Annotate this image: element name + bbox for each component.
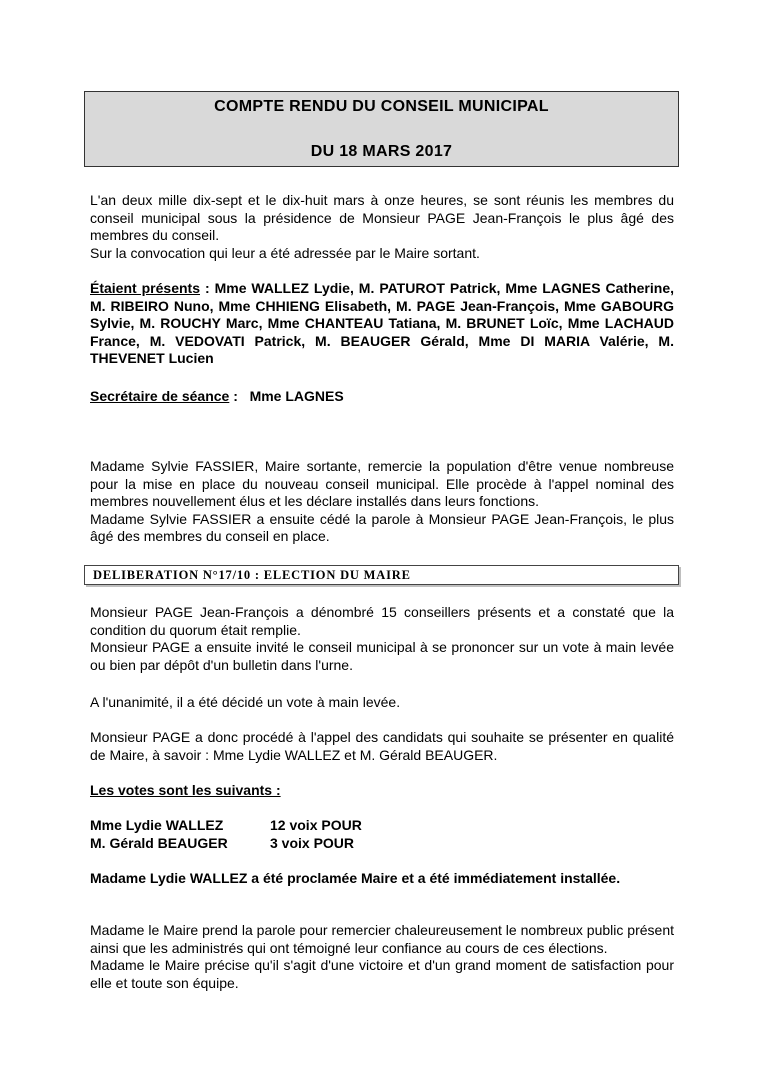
- document-date: DU 18 MARS 2017: [310, 143, 453, 160]
- secretaire-separator: :: [229, 388, 250, 404]
- election-paragraph-1: [90, 604, 674, 674]
- closing-paragraph: [90, 922, 674, 992]
- convocation-text: Sur la convocation qui leur a été adressée par le Maire sortant.: [90, 244, 480, 261]
- document-title: COMPTE RENDU DU CONSEIL MUNICIPAL: [214, 98, 549, 115]
- candidates-paragraph: Monsieur PAGE a donc procédé à l'appel des candidats qui souhaite se présenter en qualité de Maire, à savoir : Mme Lydie WALLEZ et M. Gérald BEAUGER.: [90, 729, 674, 763]
- vote-row: [90, 817, 362, 835]
- presents-list: Mme WALLEZ Lydie, M. PATUROT Patrick, Mme LAGNES Catherine, M. RIBEIRO Nuno, Mme CHHIENG Elisabeth, M. PAGE Jean-François, Mme GABOURG Sylvie, M. ROUCHY Marc, Mme CHANTEAU Tatiana, M. BRUNET Loïc, Mme LACHAUD France, M. VEDOVATI Patrick, M. BEAUGER Gérald, Mme DI MARIA Valérie, M. THEVENET Lucien: [90, 280, 674, 366]
- opening-paragraph: [90, 458, 674, 546]
- thanks-text: Madame le Maire prend la parole pour remercier chaleureusement le nombreux public présent ainsi que les administrés qui ont témoigné leur confiance au cours de ces élections.: [90, 922, 674, 956]
- vote-result: 3 voix POUR: [270, 835, 355, 851]
- presents-paragraph: [90, 280, 674, 368]
- title-box: [84, 91, 679, 167]
- proclamation-paragraph: Madame Lydie WALLEZ a été proclamée Maire et a été immédiatement installée.: [90, 870, 621, 886]
- quorum-text: Monsieur PAGE Jean-François a dénombré 15 conseillers présents et a constaté que la condition du quorum était remplie.: [90, 604, 674, 638]
- opening-text-2: Madame Sylvie FASSIER a ensuite cédé la parole à Monsieur PAGE Jean-François, le plus âgé des membres du conseil en place.: [90, 510, 674, 544]
- deliberation-title: DELIBERATION N°17/10 : ELECTION DU MAIRE: [93, 568, 411, 582]
- votes-heading: Les votes sont les suivants :: [90, 782, 281, 798]
- vote-result: 12 voix POUR: [270, 817, 362, 833]
- presents-separator: :: [200, 280, 215, 296]
- candidate-name: Mme Lydie WALLEZ: [90, 817, 224, 833]
- vote-mode-text: Monsieur PAGE a ensuite invité le conseil municipal à se prononcer sur un vote à main levée ou bien par dépôt d'un bulletin dans l'urne.: [90, 639, 674, 673]
- vote-row: [90, 835, 354, 853]
- opening-text-1: Madame Sylvie FASSIER, Maire sortante, remercie la population d'être venue nombreuse pour la mise en place du nouveau conseil municipal. Elle procède à l'appel nominal des membres nouvellement élus et les déclare installés dans leurs fonctions.: [90, 458, 674, 509]
- secretaire-line: [90, 388, 674, 406]
- victory-text: Madame le Maire précise qu'il s'agit d'une victoire et d'un grand moment de satisfaction pour elle et toute son équipe.: [90, 957, 674, 991]
- intro-paragraph: [90, 192, 674, 262]
- intro-text: L'an deux mille dix-sept et le dix-huit mars à onze heures, se sont réunis les membres du conseil municipal sous la présidence de Monsieur PAGE Jean-François le plus âgé des membres du conseil.: [90, 192, 674, 243]
- presents-label: Étaient présents: [90, 280, 200, 296]
- candidate-name: M. Gérald BEAUGER: [90, 835, 228, 851]
- deliberation-heading: [84, 565, 679, 585]
- unanimity-paragraph: A l'unanimité, il a été décidé un vote à main levée.: [90, 694, 401, 710]
- secretaire-label: Secrétaire de séance: [90, 388, 230, 404]
- secretaire-name: Mme LAGNES: [249, 388, 344, 404]
